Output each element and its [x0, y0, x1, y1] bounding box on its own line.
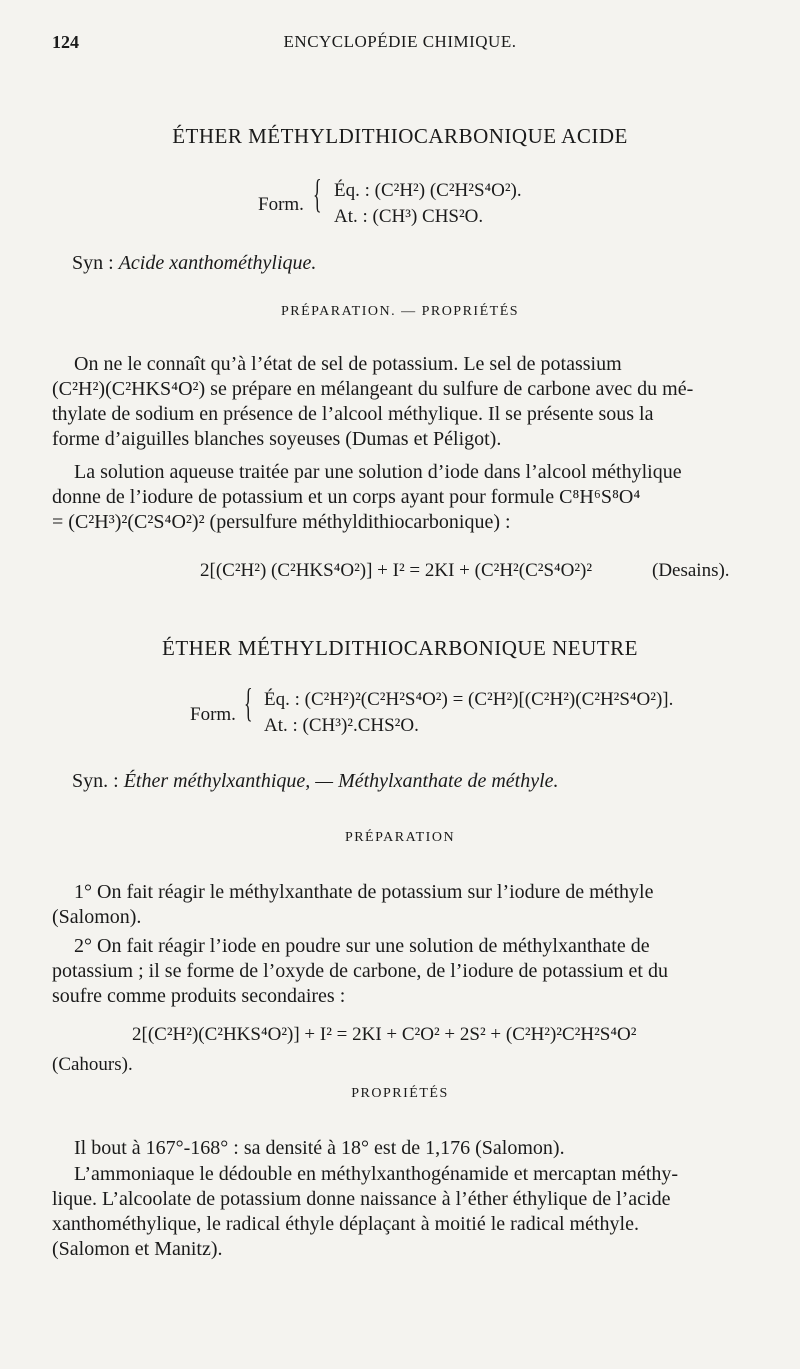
synonym-label: Syn. :: [72, 770, 124, 792]
form-label: Form.: [258, 194, 304, 215]
formula-atomic: At. : (CH³)².CHS²O.: [264, 715, 419, 736]
text-line: On ne le connaît qu’à l’état de sel de potassium. Le sel de potassium: [74, 353, 622, 375]
synonym-line: [72, 770, 559, 793]
text-line: xanthométhylique, le radical éthyle déplaçant à moitié le radical méthyle.: [52, 1213, 639, 1235]
text-line: thylate de sodium en présence de l’alcool méthylique. Il se présente sous la: [52, 403, 654, 425]
text-line: 2° On fait réagir l’iode en poudre sur une solution de méthylxanthate de: [74, 935, 650, 957]
text-line: (Salomon).: [52, 906, 142, 928]
property-1: [52, 1136, 780, 1161]
text-line: La solution aqueuse traitée par une solution d’iode dans l’alcool méthylique: [74, 461, 682, 483]
brace-icon: {: [313, 171, 322, 216]
text-line: donne de l’iodure de potassium et un corps ayant pour formule C⁸H⁶S⁸O⁴: [52, 486, 641, 508]
formula-equivalent: Éq. : (C²H²)²(C²H²S⁴O²) = (C²H²)[(C²H²)(C²H²S⁴O²)].: [264, 689, 674, 710]
brace-icon: {: [244, 680, 253, 725]
synonym-line: [72, 252, 316, 275]
equation-1-reference: (Desains).: [652, 560, 730, 581]
formula-atomic: At. : (CH³) CHS²O.: [334, 206, 484, 227]
equation-2-reference: (Cahours).: [52, 1054, 133, 1075]
paragraph-2: [52, 460, 780, 535]
synonym-text: Acide xanthométhylique.: [118, 252, 317, 274]
preparation-item-1: [52, 880, 780, 930]
text-line: (Salomon et Manitz).: [52, 1238, 223, 1260]
section-title-acid: ÉTHER MÉTHYLDITHIOCARBONIQUE ACIDE: [172, 124, 628, 148]
text-line: soufre comme produits secondaires :: [52, 985, 346, 1007]
synonym-label: Syn :: [72, 252, 119, 274]
synonym-text: Éther méthylxanthique, — Méthylxanthate de méthyle.: [123, 770, 559, 792]
equation-2: 2[(C²H²)(C²HKS⁴O²)] + I² = 2KI + C²O² + 2S² + (C²H²)²C²H²S⁴O²: [132, 1024, 637, 1045]
property-2: [52, 1162, 780, 1262]
text-line: = (C²H³)²(C²S⁴O²)² (persulfure méthyldithiocarbonique) :: [52, 511, 511, 533]
page-number: 124: [52, 32, 79, 52]
subhead-properties: PROPRIÉTÉS: [351, 1086, 449, 1101]
subhead-preparation: PRÉPARATION: [344, 830, 456, 845]
text-line: potassium ; il se forme de l’oxyde de carbone, de l’iodure de potassium et du: [52, 960, 668, 982]
preparation-item-2: [52, 934, 780, 1009]
text-line: forme d’aiguilles blanches soyeuses (Dumas et Péligot).: [52, 428, 502, 450]
text-line: L’ammoniaque le dédouble en méthylxanthogénamide et mercaptan méthy-: [74, 1163, 679, 1185]
equation-1: 2[(C²H²) (C²HKS⁴O²)] + I² = 2KI + (C²H²(C²S⁴O²)²: [200, 560, 593, 581]
formula-equivalent: Éq. : (C²H²) (C²H²S⁴O²).: [334, 180, 522, 201]
text-line: 1° On fait réagir le méthylxanthate de potassium sur l’iodure de méthyle: [74, 881, 654, 903]
form-label: Form.: [190, 704, 236, 725]
text-line: lique. L’alcoolate de potassium donne naissance à l’éther éthylique de l’acide: [52, 1188, 671, 1210]
section-title-neutral: ÉTHER MÉTHYLDITHIOCARBONIQUE NEUTRE: [162, 636, 638, 660]
text-line: Il bout à 167°-168° : sa densité à 18° est de 1,176 (Salomon).: [74, 1137, 565, 1159]
paragraph-1: [52, 352, 780, 452]
text-line: (C²H²)(C²HKS⁴O²) se prépare en mélangeant du sulfure de carbone avec du mé-: [52, 378, 694, 400]
running-title: ENCYCLOPÉDIE CHIMIQUE.: [283, 32, 517, 51]
subhead-preparation-properties: PRÉPARATION. — PROPRIÉTÉS: [280, 304, 520, 319]
